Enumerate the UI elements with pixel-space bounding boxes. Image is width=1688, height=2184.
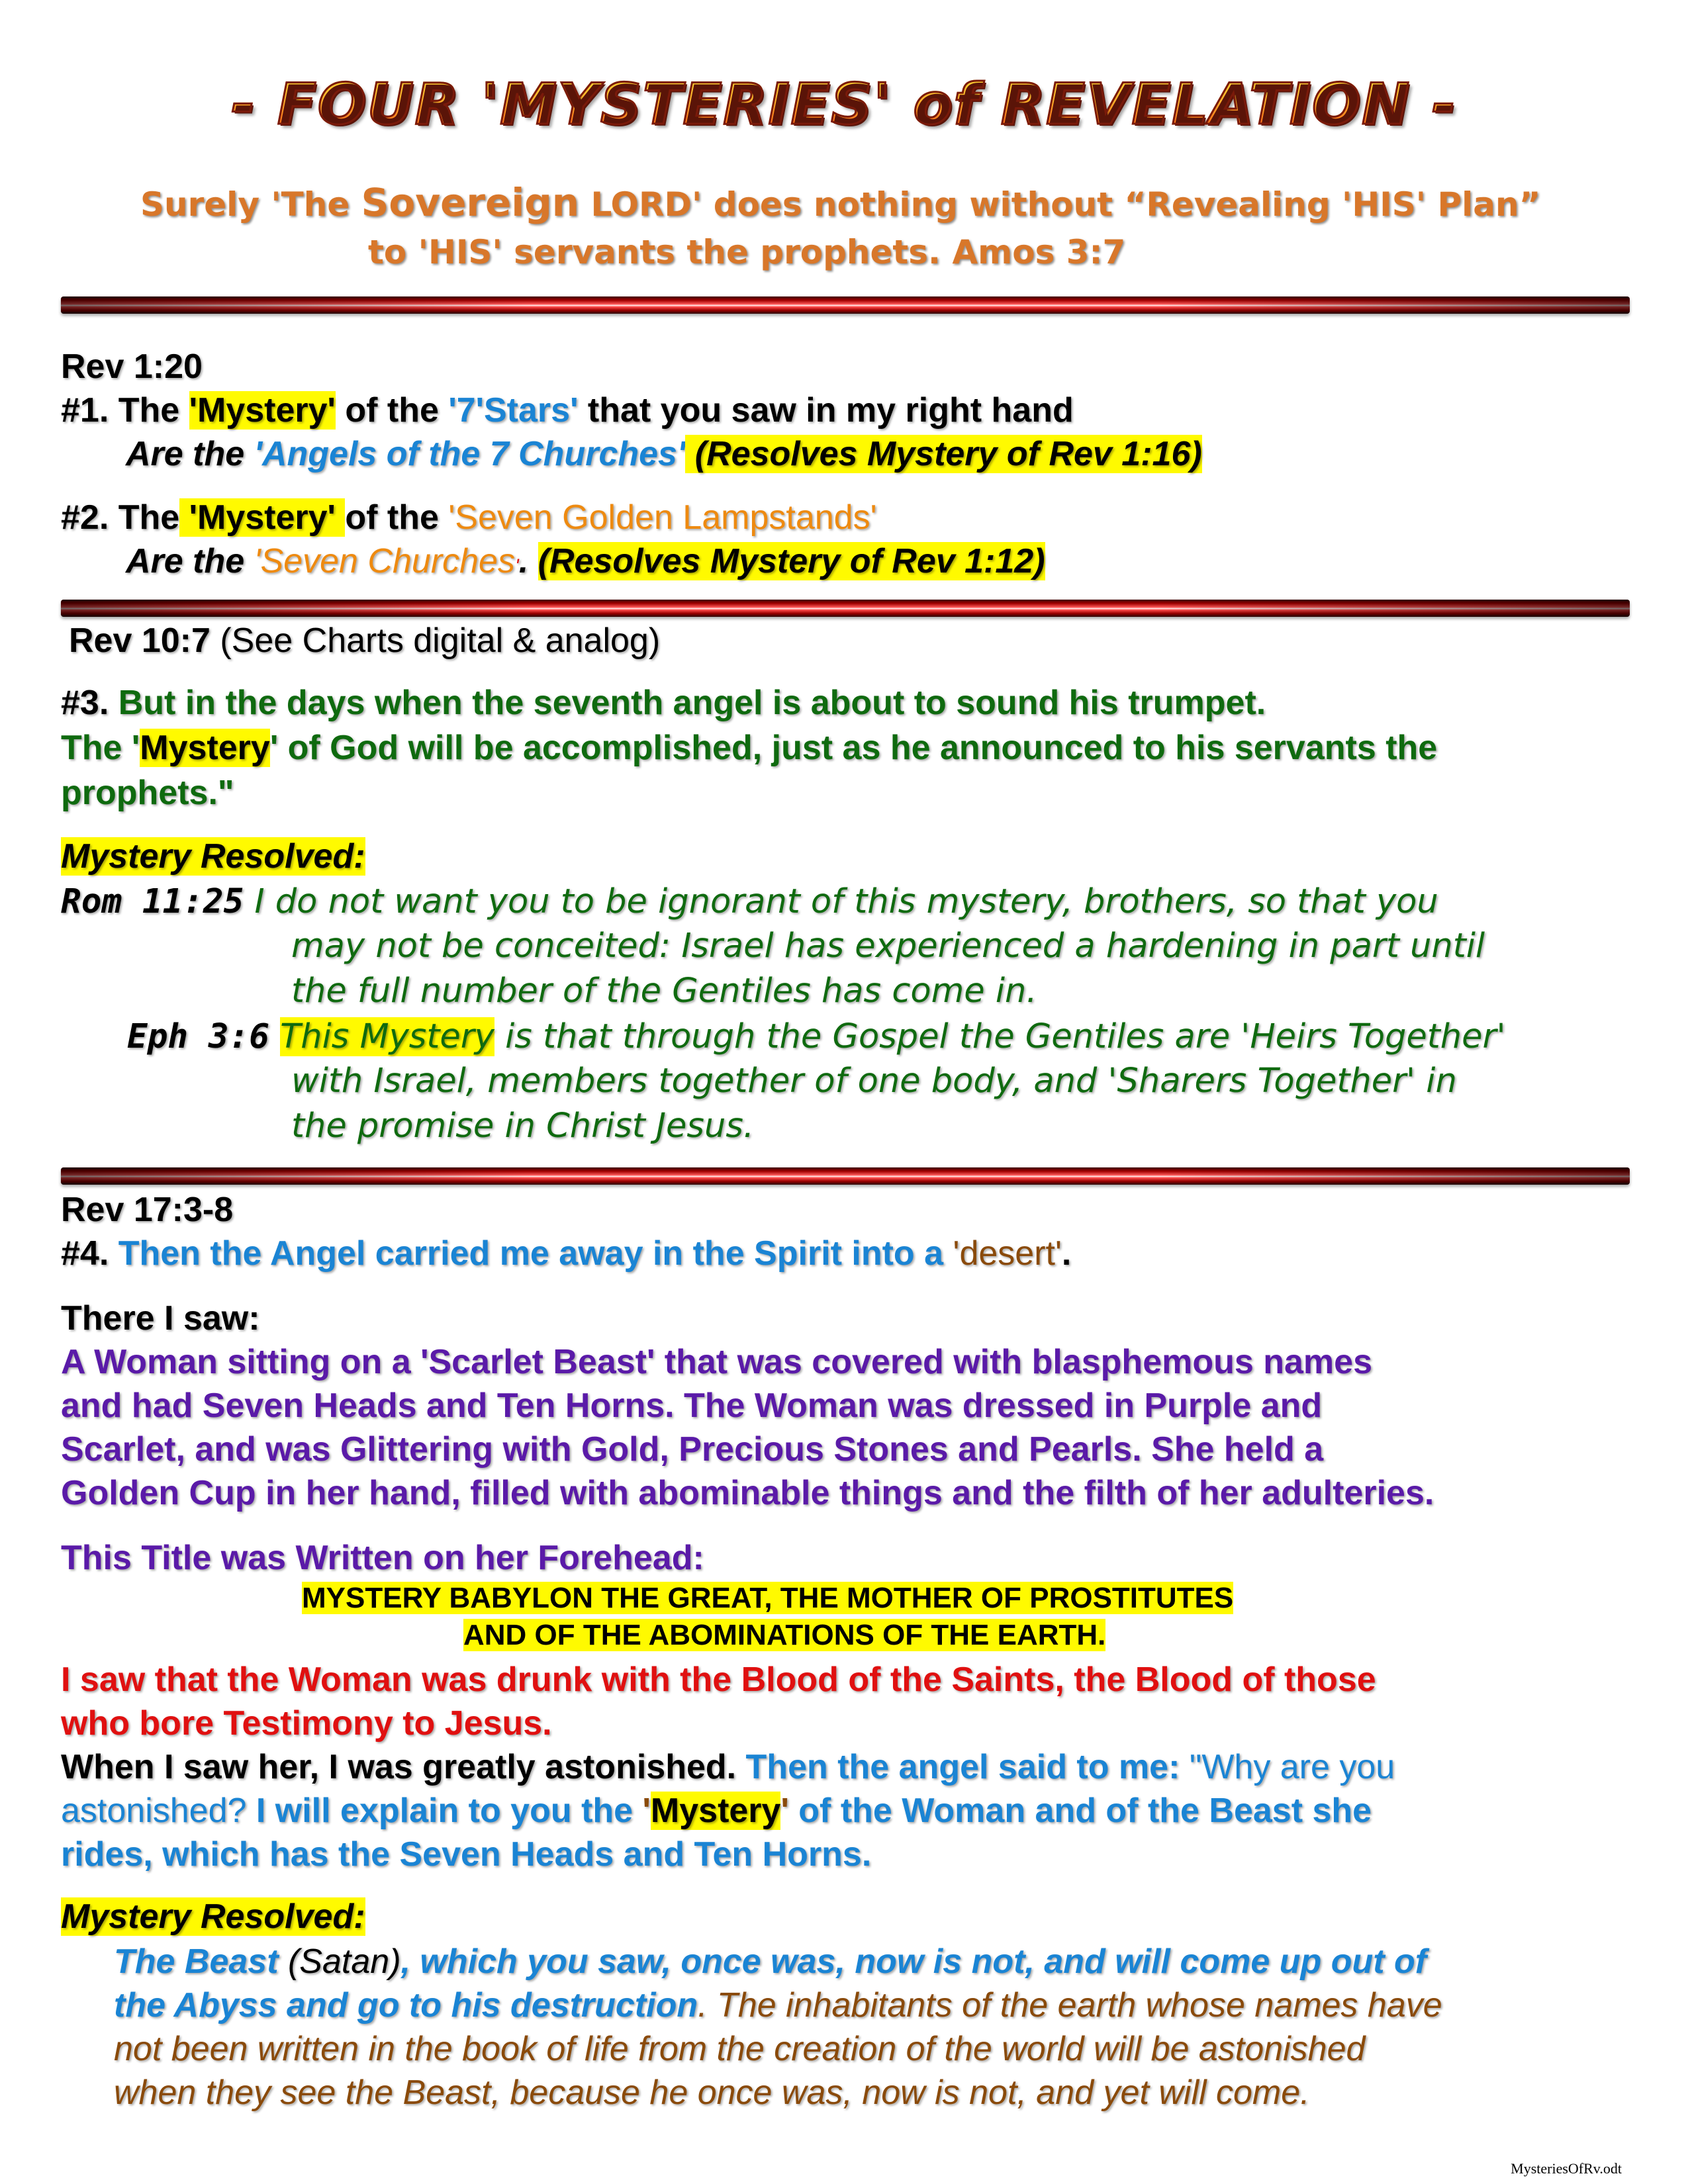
forehead-title-label: This Title was Written on her Forehead: <box>61 1539 704 1577</box>
intro-line-1: Surely 'The Sovereign LORD' does nothing without “Revealing 'HIS' Plan” <box>140 180 1541 225</box>
beast-line-4: when they see the Beast, because he once was, now is not, and yet will come. <box>114 2073 1310 2112</box>
blood-line-2: who bore Testimony to Jesus. <box>61 1704 552 1743</box>
astonished-line-1: When I saw her, I was greatly astonished. Then the angel said to me: "Why are you <box>61 1748 1395 1786</box>
section-ref: Rev 10:7 (See Charts digital & analog) <box>69 621 661 660</box>
eph-3-6-line-1: Eph 3:6 This Mystery is that through the Gospel the Gentiles are 'Heirs Together' <box>127 1017 1506 1056</box>
mystery-1-answer: Are the 'Angels of the 7 Churches' (Resolves Mystery of Rev 1:16) <box>126 435 1202 473</box>
mystery-4: #4. Then the Angel carried me away in the Spirit into a 'desert'. <box>61 1234 1072 1273</box>
astonished-line-3: rides, which has the Seven Heads and Ten Horns. <box>61 1835 872 1874</box>
forehead-title-line-1: MYSTERY BABYLON THE GREAT, THE MOTHER OF PROSTITUTES <box>302 1582 1234 1614</box>
page-title: - FOUR 'MYSTERIES' of REVELATION - <box>231 71 1457 138</box>
file-name-footer: MysteriesOfRv.odt <box>1511 2160 1622 2177</box>
woman-line-1: A Woman sitting on a 'Scarlet Beast' that was covered with blasphemous names <box>61 1343 1373 1381</box>
woman-line-2: and had Seven Heads and Ten Horns. The Woman was dressed in Purple and <box>61 1387 1323 1425</box>
woman-line-4: Golden Cup in her hand, filled with abominable things and the filth of her adulteries. <box>61 1474 1434 1512</box>
beast-line-2: the Abyss and go to his destruction. The inhabitants of the earth whose names have <box>114 1986 1442 2025</box>
astonished-line-2: astonished? I will explain to you the 'Mystery' of the Woman and of the Beast she <box>61 1792 1372 1830</box>
mystery-2: #2. The 'Mystery' of the 'Seven Golden Lampstands' <box>61 498 877 537</box>
section-ref: Rev 1:20 <box>61 347 203 386</box>
mystery-3-line-2: The 'Mystery' of God will be accomplished, just as he announced to his servants the <box>61 729 1438 767</box>
divider-bar <box>61 600 1630 617</box>
mystery-3-line-3: prophets." <box>61 774 234 812</box>
beast-line-3: not been written in the book of life from the creation of the world will be astonished <box>114 2030 1366 2068</box>
beast-line-1: The Beast (Satan), which you saw, once was, now is not, and will come up out of <box>114 1942 1427 1981</box>
mystery-2-answer: Are the 'Seven Churches'. (Resolves Mystery of Rev 1:12) <box>126 542 1045 580</box>
eph-3-6-line-2: with Israel, members together of one body, and 'Sharers Together' in <box>291 1062 1457 1101</box>
section-ref: Rev 17:3-8 <box>61 1191 234 1229</box>
eph-3-6-line-3: the promise in Christ Jesus. <box>291 1107 755 1146</box>
woman-line-3: Scarlet, and was Glittering with Gold, Precious Stones and Pearls. She held a <box>61 1430 1324 1469</box>
forehead-title-line-2: AND OF THE ABOMINATIONS OF THE EARTH. <box>463 1619 1106 1651</box>
blood-line-1: I saw that the Woman was drunk with the Blood of the Saints, the Blood of those <box>61 1661 1376 1699</box>
mystery-resolved-label: Mystery Resolved: <box>61 1897 365 1936</box>
rom-11-25-line-3: the full number of the Gentiles has come in. <box>291 972 1037 1011</box>
there-i-saw: There I saw: <box>61 1299 260 1338</box>
divider-bar <box>61 1167 1630 1185</box>
mystery-1: #1. The 'Mystery' of the '7'Stars' that you saw in my right hand <box>61 391 1074 430</box>
mystery-resolved-label: Mystery Resolved: <box>61 837 365 876</box>
divider-bar <box>61 296 1630 314</box>
rom-11-25-line-1: Rom 11:25 I do not want you to be ignorant of this mystery, brothers, so that you <box>61 882 1438 921</box>
intro-line-2: to 'HIS' servants the prophets. Amos 3:7 <box>368 233 1126 271</box>
rom-11-25-line-2: may not be conceited: Israel has experienced a hardening in part until <box>291 927 1485 966</box>
mystery-3-line-1: #3. But in the days when the seventh angel is about to sound his trumpet. <box>61 684 1266 722</box>
